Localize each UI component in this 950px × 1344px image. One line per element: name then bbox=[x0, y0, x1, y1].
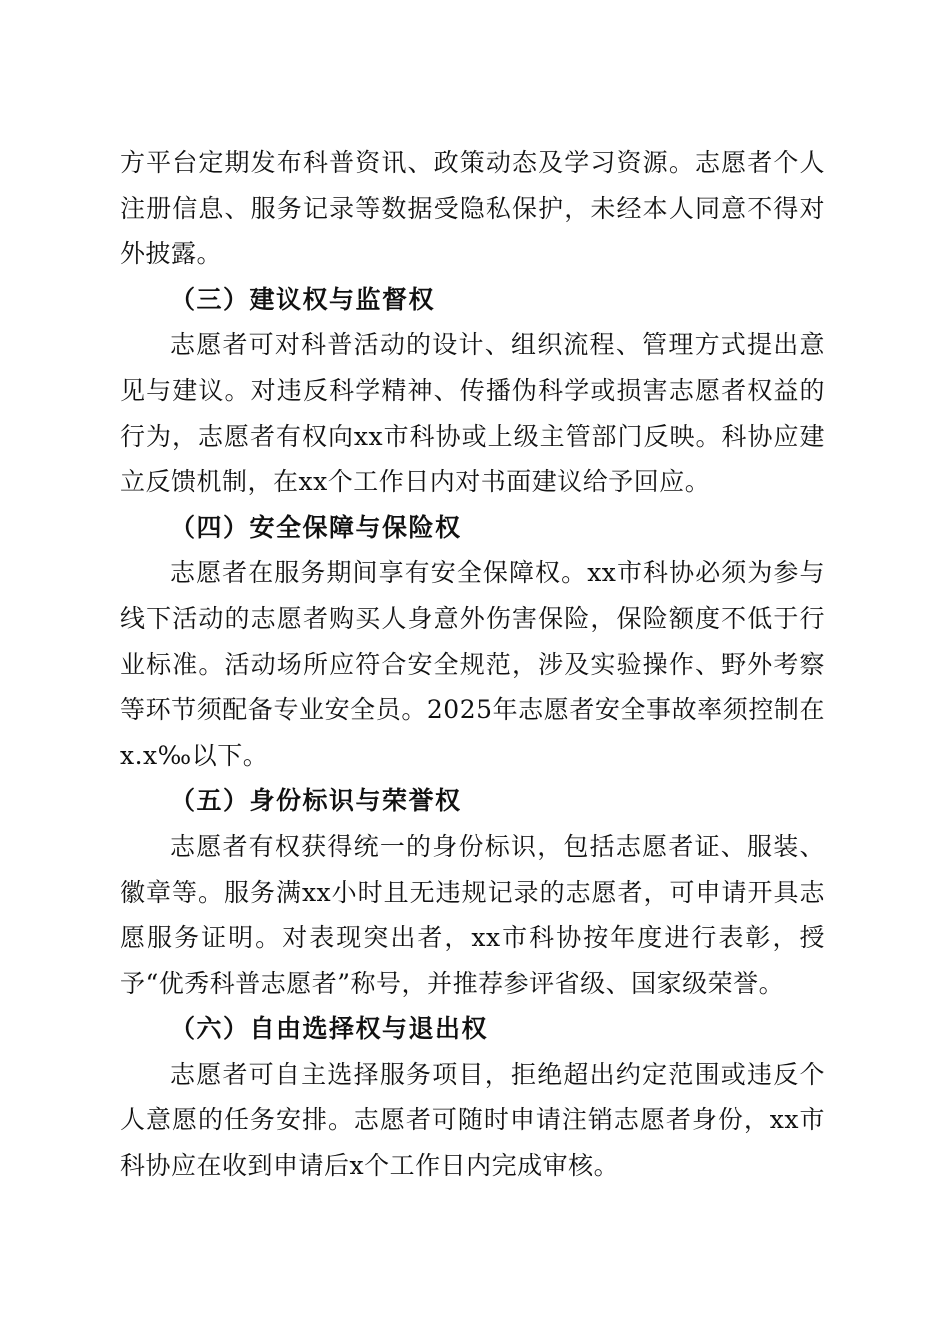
section-heading-5: （五）身份标识与荣誉权 bbox=[170, 786, 462, 816]
section-heading-6: （六）自由选择权与退出权 bbox=[170, 1014, 489, 1044]
section-heading-3: （三）建议权与监督权 bbox=[170, 284, 436, 314]
intro-continuation-paragraph: 方平台定期发布科普资讯、政策动态及学习资源。志愿者个人注册信息、服务记录等数据受隐私保护，未经本人同意不得对外披露。 bbox=[120, 148, 825, 269]
section-paragraph-3: 志愿者可对科普活动的设计、组织流程、管理方式提出意见与建议。对违反科学精神、传播伪科学或损害志愿者权益的行为，志愿者有权向xx市科协或上级主管部门反映。科协应建立反馈机制，在xx个工作日内对书面建议给予回应。 bbox=[120, 330, 825, 497]
section-paragraph-4: 志愿者在服务期间享有安全保障权。xx市科协必须为参与线下活动的志愿者购买人身意外伤害保险，保险额度不低于行业标准。活动场所应符合安全规范，涉及实验操作、野外考察等环节须配备专业安全员。2025年志愿者安全事故率须控制在x.x‰以下。 bbox=[120, 558, 825, 770]
document-body bbox=[120, 140, 825, 1189]
section-heading-4: （四）安全保障与保险权 bbox=[170, 512, 462, 542]
section-paragraph-5: 志愿者有权获得统一的身份标识，包括志愿者证、服装、徽章等。服务满xx小时且无违规记录的志愿者，可申请开具志愿服务证明。对表现突出者，xx市科协按年度进行表彰，授予“优秀科普志愿者”称号，并推荐参评省级、国家级荣誉。 bbox=[120, 831, 825, 998]
section-paragraph-6: 志愿者可自主选择服务项目，拒绝超出约定范围或违反个人意愿的任务安排。志愿者可随时申请注销志愿者身份，xx市科协应在收到申请后x个工作日内完成审核。 bbox=[120, 1059, 825, 1181]
